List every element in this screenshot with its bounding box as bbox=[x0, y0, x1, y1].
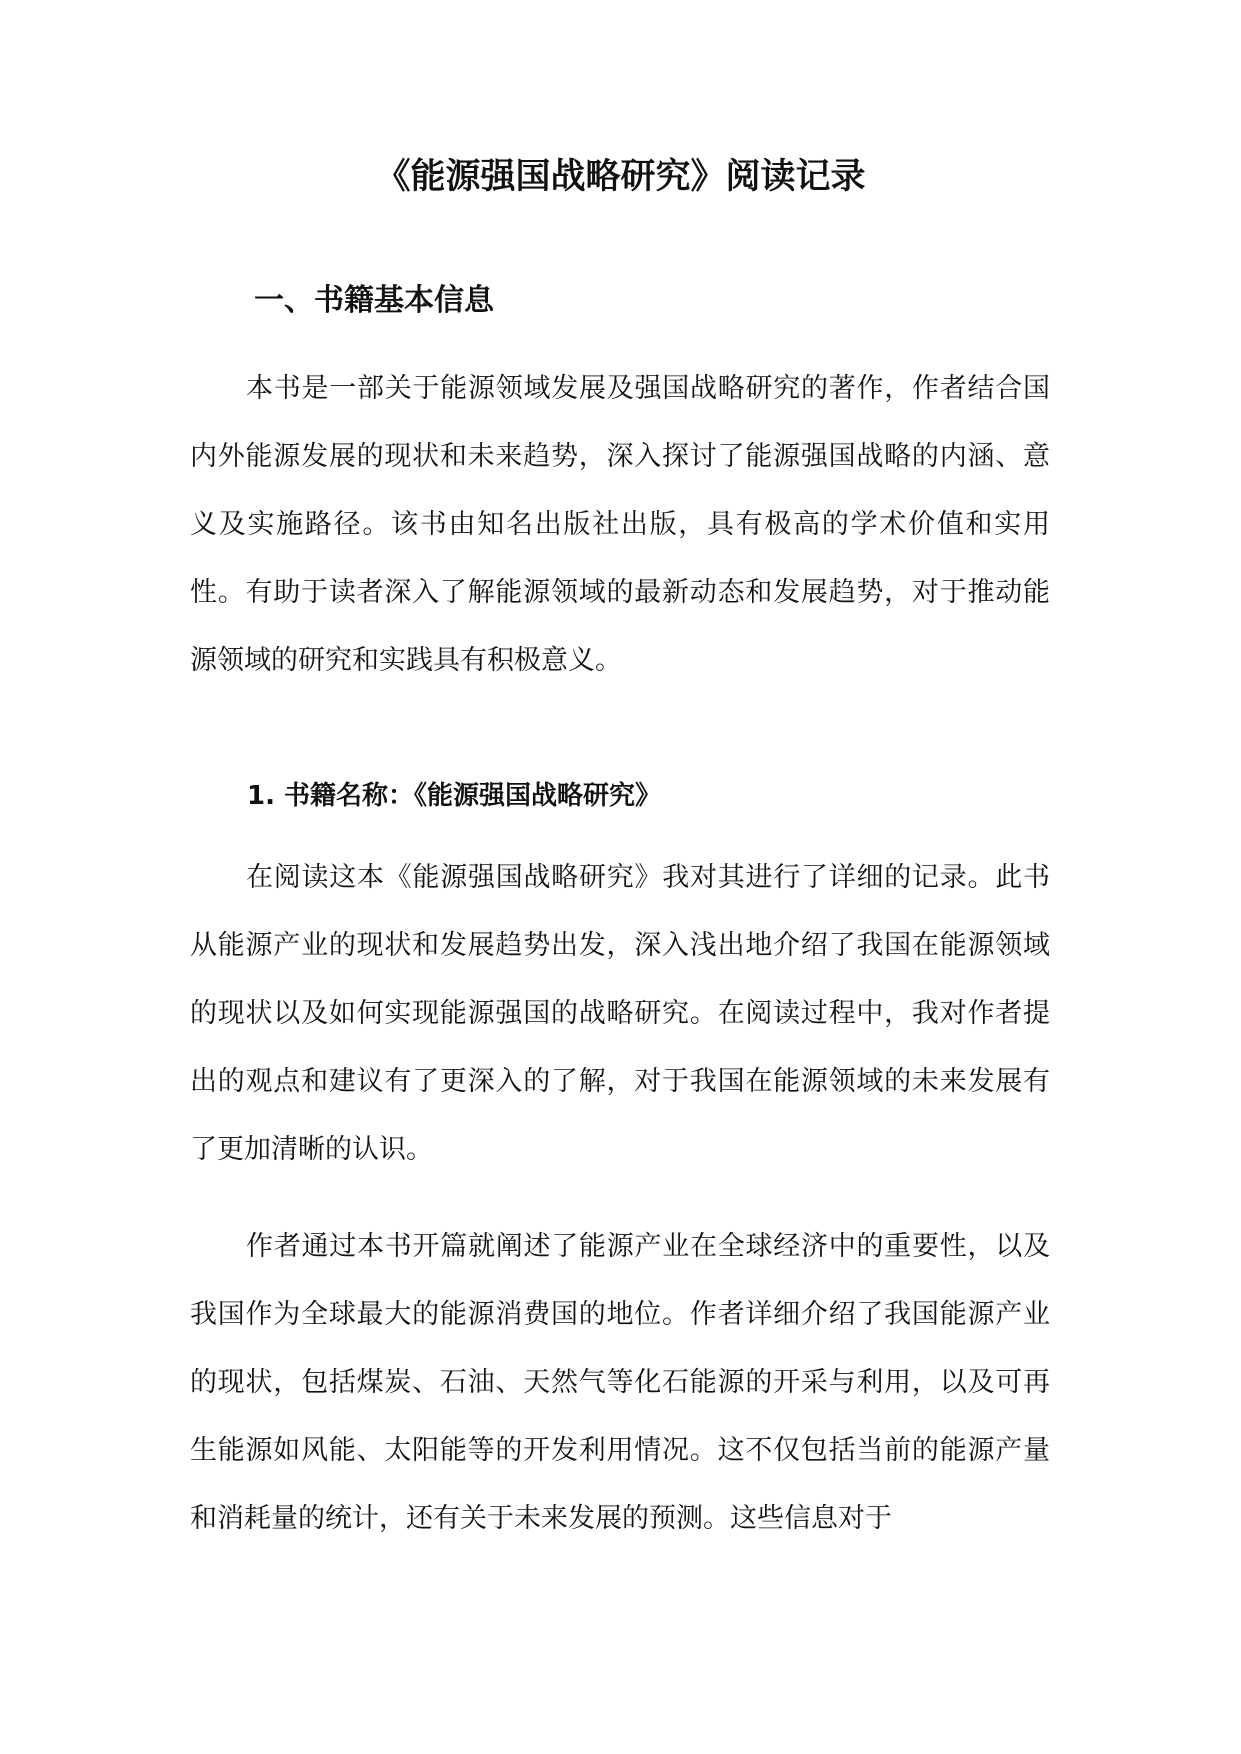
document-title: 《能源强国战略研究》阅读记录 bbox=[375, 157, 866, 197]
intro-paragraph: 本书是一部关于能源领域发展及强国战略研究的著作，作者结合国内外能源发展的现状和未来趋势，深入探讨了能源强国战略的内涵、意义及实施路径。该书由知名出版社出版，具有极高的学术价值和实用性。有助于读者深入了解能源领域的最新动态和发展趋势，对于推动能源领域的研究和实践具有积极意义。 bbox=[190, 373, 1050, 676]
section-heading-basic-info: 一、书籍基本信息 bbox=[254, 283, 494, 318]
body-paragraph: 在阅读这本《能源强国战略研究》我对其进行了详细的记录。此书从能源产业的现状和发展趋势出发，深入浅出地介绍了我国在能源领域的现状以及如何实现能源强国的战略研究。在阅读过程中，我对作者提出的观点和建议有了更深入的了解，对于我国在能源领域的未来发展有了更加清晰的认识。 bbox=[190, 862, 1050, 1165]
body-paragraph: 作者通过本书开篇就阐述了能源产业在全球经济中的重要性，以及我国作为全球最大的能源消费国的地位。作者详细介绍了我国能源产业的现状，包括煤炭、石油、天然气等化石能源的开采与利用，以及可再生能源如风能、太阳能等的开发利用情况。这不仅包括当前的能源产量和消耗量的统计，还有关于未来发展的预测。这些信息对于 bbox=[190, 1231, 1050, 1534]
subheading-book-name: 1. 书籍名称：《能源强国战略研究》 bbox=[247, 781, 662, 811]
